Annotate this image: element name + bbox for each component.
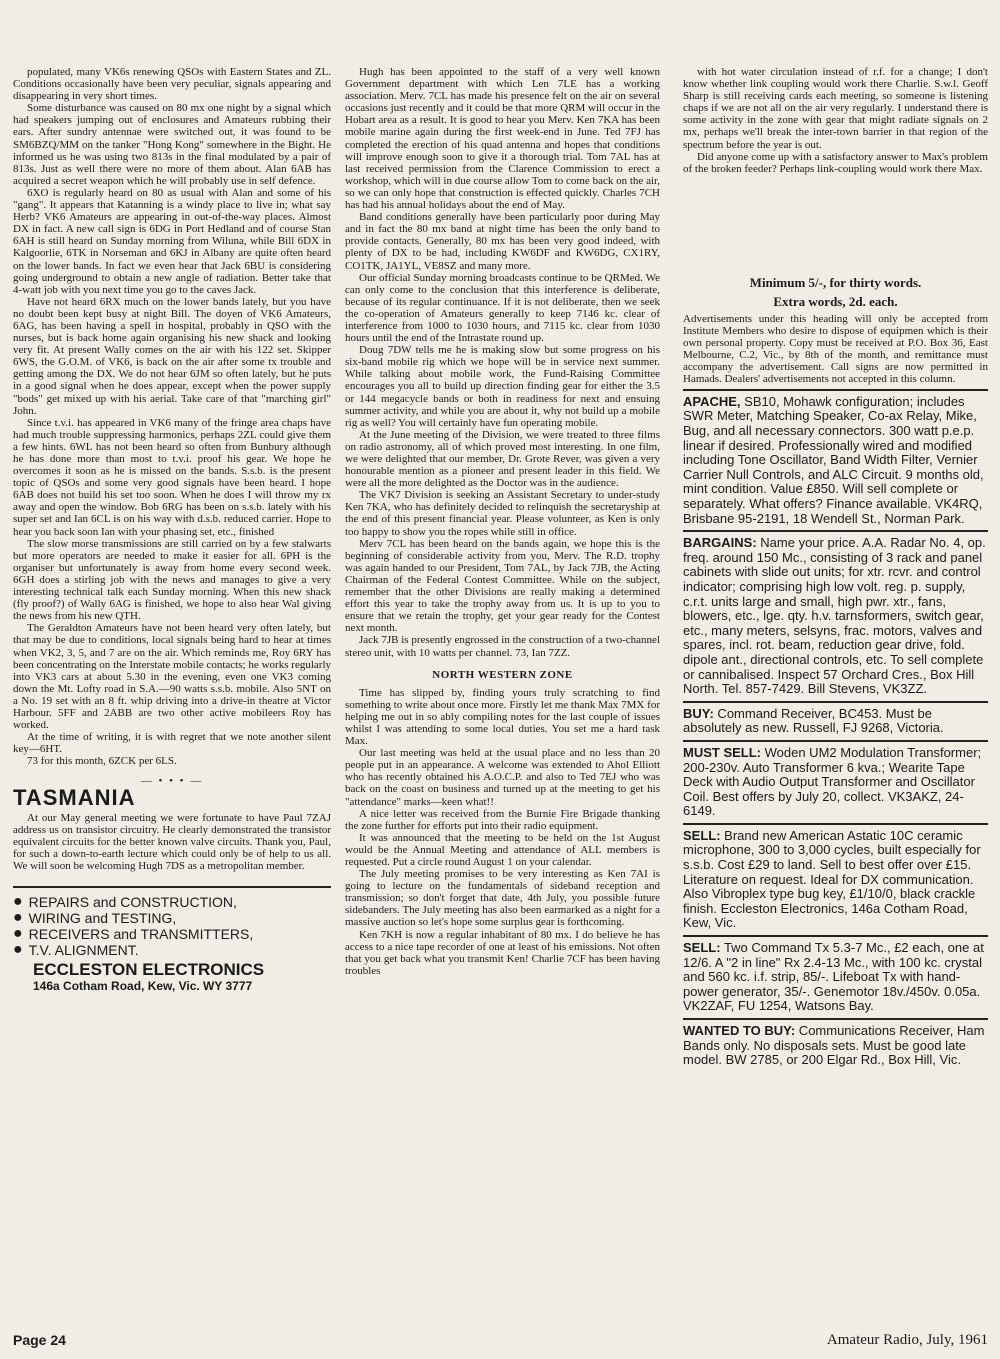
- article-paragraph: Jack 7JB is presently engrossed in the construction of a two-channel stereo unit, with 10 watts per channel. 73, Ian 7ZZ.: [345, 634, 660, 659]
- ad-service-label: REPAIRS and CONSTRUCTION,: [28, 894, 237, 911]
- article-paragraph: Doug 7DW tells me he is making slow but some progress on his six-band mobile rig which we hope will be in service next summer. While talking about mobile work, the Fund-Raising Committee encourages you all to build up direction finding gear for either the 3.5 or 144 megacycle bands or both in readiness for next and ensuing summer activity, and while you are about it, why not build up a mobile rig as well? You will certainly have fun operating mobile.: [345, 344, 660, 429]
- col2-body: [345, 66, 660, 659]
- col1-body: [13, 66, 331, 767]
- zone-paragraph: Time has slipped by, finding yours truly scratching to find something to write about once more. Firstly let me thank Max 7MX for helping me out in so ably compiling notes for the last couple of issues whilst I was attending to some local duties. You set me a hard task Max.: [345, 686, 660, 748]
- ad-service-item: [13, 910, 331, 926]
- classified-ad: [683, 1018, 988, 1068]
- column-1: [13, 66, 331, 994]
- column-2: [345, 66, 660, 977]
- section-separator: — • • • —: [140, 775, 204, 788]
- ad-heading: SELL:: [683, 827, 721, 843]
- article-paragraph: At the June meeting of the Division, we were treated to three films on radio astronomy, all of which proved most interesting. In one film, we were delighted that our member, Dr. Grote Rever, was given a very honourable mention as a pioneer and present leader in this field. We were all the more delighted as the Doctor was in the audience.: [345, 428, 660, 490]
- classified-ad: [683, 935, 988, 1014]
- col3-body: [683, 66, 988, 175]
- page-number: Page 24: [13, 1332, 66, 1348]
- magazine-issue: Amateur Radio, July, 1961: [826, 1332, 988, 1348]
- zone-body: [345, 687, 660, 977]
- article-paragraph: At the time of writing, it is with regret that we note another silent key—6HT.: [13, 731, 331, 756]
- article-paragraph: Have not heard 6RX much on the lower bands lately, but you have no doubt been kept busy at night Bill. The doyen of VK6 Amateurs, 6AG, has been having a spell in hospital, probably in QSO with the nurses, but is back home again organising his new shack and looking very fit. At present Wally comes on the air with his 122 set. Skipper 6WS, the G.O.M. of VK6, is back on the air after some tx trouble and getting among the DX. We do not hear 6JM so often lately, but he puts in a good signal when he does appear, except when the power supply "bods" get mixed up with his aerial. Take care of that "marching girl" John.: [13, 295, 331, 417]
- bullet-icon: ●: [13, 941, 23, 959]
- ad-service-label: WIRING and TESTING,: [28, 910, 177, 927]
- ad-heading: BUY:: [683, 705, 714, 721]
- article-paragraph: with hot water circulation instead of r.f. for a change; I don't know whether link coupling would work there Charlie. S.w.l. Geoff Sharp is still receiving cards each meeting, so someone is listening chaps if we are not all on the air very regularly. I understand there is some activity in the zone with gear that might radiate signals on 2 mx, perhaps we'll break the inter-town barrier in that region of the spectrum before the year is out.: [683, 66, 988, 151]
- zone-heading: NORTH WESTERN ZONE: [432, 668, 573, 681]
- bullet-icon: ●: [13, 893, 23, 911]
- ad-text: Brand new American Astatic 10C ceramic microphone, 300 to 3,000 cycles, built especially for s.s.b. Cost £29 to land. Sell to best offer over £15. Literature on request. Ideal for DX communication. Also Vibroplex type bug key, £1/10/0, black crackle finish. Eccleston Electronics, 146a Cotham Road, Kew, Vic.: [683, 827, 981, 931]
- eccleston-advertisement: [13, 886, 331, 994]
- ad-heading: APACHE,: [683, 393, 741, 409]
- hamads-heading-1: Minimum 5/-, for thirty words.: [749, 274, 922, 290]
- hamads-heading-2: Extra words, 2d. each.: [773, 293, 898, 309]
- article-paragraph: Hugh has been appointed to the staff of a very well known Government department with which Len 7LE has a working association. Merv. 7CL has made his presence felt on the air on several occasions just recently and it could be that more QRM will occur in the Hobart area as a result. It is good to hear you Merv. Ken 7KA has been mobile marine again during the first week-end in June. Ted 7FJ has completed the erection of his quad antenna and hopes that conditions will improve enough soon to give it a thorough trial. Tom 7AL has at last received permission from the Clarence Commission to erect a workshop, which will in due course allow Tom to come back on the air, so we can only hope that construction is effected quickly. Charles 7CH has had his annual holidays about the end of May.: [345, 66, 660, 212]
- classified-ad: [683, 740, 988, 819]
- article-paragraph: 73 for this month, 6ZCK per 6LS.: [27, 755, 177, 768]
- ad-text: Woden UM2 Modulation Transformer; 200-230v. Auto Transformer 6 kva.; Wearite Tape Deck with Audio Output Transformer and Oscillator Coil. Best offers by July 20, collect. VK3AKZ, 24-6149.: [683, 744, 982, 819]
- zone-paragraph: A nice letter was received from the Burnie Fire Brigade thanking the zone further for efforts put into their radio equipment.: [345, 807, 660, 832]
- article-paragraph: The VK7 Division is seeking an Assistant Secretary to under-study Ken 7KA, who has definitely decided to relinquish the secretaryship at the end of this present financial year. Please volunteer, as Ken is only too happy to show you the ropes while still in office.: [345, 489, 660, 538]
- article-paragraph: Merv 7CL has been heard on the bands again, we hope this is the beginning of considerable activity from you, Merv. The R.D. trophy was again handed to our President, Tom 7AL, by Jack 7JB, the Acting Chairman of the Federal Contest Committee. While on the subject, remember that the other Divisions are really making a determined effort this year to take the trophy away from us. It is up to you to ensure that we retain the trophy, get your gear ready for the Contest next month.: [345, 537, 660, 635]
- bullet-icon: ●: [13, 925, 23, 943]
- hamads-intro: Advertisements under this heading will only be accepted from Institute Members who desire to dispose of equipmen which is their own personal property. Copy must be received at P.O. Box 36, East Melbourne, C.2, Vic., by 8th of the month, and remittance must accompany the advertisement. Call signs are now permitted in Hamads. Dealers' advertisements not accepted in this column.: [683, 312, 988, 385]
- ad-text: Command Receiver, BC453. Must be absolutely as new. Russell, FJ 9268, Victoria.: [683, 705, 944, 736]
- ad-company-name: ECCLESTON ELECTRONICS: [33, 960, 265, 980]
- ad-heading: SELL:: [683, 940, 721, 956]
- classified-ad: [683, 823, 988, 931]
- article-paragraph: The Geraldton Amateurs have not been heard very often lately, but that may be due to conditions, local signals being hard to hear at times when VK2, 3, 5, and 7 are on the air. Which reminds me, Roy 6RY has been concentrating on the Interstate mobile contacts; he works regularly into VK3 cars at about 5.30 in the evening, even one VK3 coming down the Mt. Lofty road in S.A.—90 watts s.s.b. mobile. Also 5NT on a No. 19 set with an 8 ft. whip driving into a drive-in theatre at Victor Harbour. 5FF and 2ABB are two other active mobileers Roy has worked.: [13, 622, 331, 732]
- hamads-list: [683, 389, 988, 1068]
- zone-paragraph: Ken 7KH is now a regular inhabitant of 80 mx. I do believe he has access to a nice tape recorder of one at least of his emissions. Not often that you get back what you transmit Ken! Charlie 7CF has been having troubles: [345, 928, 660, 977]
- ad-service-item: [13, 894, 331, 910]
- article-paragraph: The slow morse transmissions are still carried on by a few stalwarts but more operators are needed to make it easier for all. 6PH is the organiser but unfortunately is away from home every second week. 6GH does a stirling job with the news and manages to give a very interesting technical talk each Sunday morning. When this new shack (fly proof?) of Wally 6AG is finished, we hope to also hear Wal giving the news from his new QTH.: [13, 537, 331, 623]
- zone-paragraph: The July meeting promises to be very interesting as Ken 7AI is going to lecture on the fundamentals of sideband reception and transmission; so don't forget that date, 4th July, you possible future sidebanders. The July meeting has also been earmarked as a night for a massive auction so let's hope some surplus gear is forthcoming.: [345, 868, 660, 929]
- ad-text: SB10, Mohawk configuration; includes SWR Meter, Matching Speaker, Co-ax Relay, Mike, Bug, and all necessary connectors. 300 watt p.e.p. linear if desired. Professionally wired and modified including Tone Oscillator, Band Width Filter, Vernier Carrier Null Controls, and ALC Circuit. 9 months old, mint condition. Value £850. Will sell complete or separately. What offers? Finance available. VK4RQ, Brisbane 95-2191, 18 Wendell St., Norman Park.: [683, 393, 984, 526]
- ad-service-list: [13, 894, 331, 958]
- ad-service-label: RECEIVERS and TRANSMITTERS,: [28, 926, 254, 943]
- ad-service-item: [13, 926, 331, 942]
- ad-service-label: T.V. ALIGNMENT.: [28, 942, 139, 959]
- classified-ad: [683, 701, 988, 736]
- ad-heading: BARGAINS:: [683, 535, 757, 551]
- article-paragraph: Our official Sunday morning broadcasts continue to be QRMed. We can only come to the conclusion that this interference is deliberate, because of its regular continuance. If it is not deliberate, then we seek the co-operation of Amateurs generally to keep 7146 kc. clear of interference from 1000 to 1030 hours, and 7115 kc. clear from 1030 hours until the end of the Intrastate round up.: [345, 271, 660, 345]
- ad-text: Two Command Tx 5.3-7 Mc., £2 each, one at 12/6. A "2 in line" Rx 2.4-13 Mc., with 100 kc. crystal and 560 kc. i.f. strip, 85/-. Lifeboat Tx with hand-power generator, 35/-. Genemotor 18v./450v. 0.05a. VK2ZAF, FU 1254, Watsons Bay.: [683, 940, 984, 1014]
- classified-ad: [683, 530, 988, 697]
- bullet-icon: ●: [13, 909, 23, 927]
- zone-paragraph: Our last meeting was held at the usual place and no less than 20 people put in an appearance. A welcome was extended to Ahol Elliott who has recently obtained his A.O.C.P. and also to Ted 7EJ who was back on the coast on business and turned up at the meeting to get his "attendance" marks—keen what!!: [345, 747, 660, 808]
- article-paragraph: Since t.v.i. has appeared in VK6 many of the fringe area chaps have had much trouble suppressing harmonics, perhaps 2ZL could give them a few hints. 6WL has not been heard so often from Bunbury although he has done more than most to t.v.i. proof his gear. We hope he overcomes it soon as he is missed on the bands. S.s.b. is the present topic of QSOs and some very good signals have been heard. I hope 6AB does not build his set too soon. When he does I will throw my rx away and open the window. Bob 6RG has been on s.s.b. lately with his super set and Ian 6CL is on his way with d.s.b. reduced carrier. Hope to hear you back soon Ian with your phasing set, etc., finished: [13, 416, 331, 538]
- tasmania-paragraph: At our May general meeting we were fortunate to have Paul 7ZAJ address us on transistor circuitry. He clearly demonstrated the transistor equivalent circuits for the better known valve circuits. Thank you, Paul, for such a down-to-earth lecture which could only be of help to us all. We will soon be welcoming Hugh 7DS as a metropolitan member.: [13, 811, 331, 872]
- classified-ad: [683, 389, 988, 526]
- zone-paragraph: It was announced that the meeting to be held on the 1st August would be the Annual Meeting and attendance of ALL members is requested. Put a circle round August 1 on your calendar.: [345, 831, 660, 868]
- ad-service-item: [13, 942, 331, 958]
- ad-text: Name your price. A.A. Radar No. 4, op. freq. around 150 Mc., consisting of 3 rack and panel cabinets with slide out units; for xtr. rcvr. and control indicator; comprising high low volt. reg. p. supply, c.r.t. units large and small, high pwr. xtr., fans, blowers, etc., lge. qty. h.v. tarnsformers, switch gear, etc., many meters, selsyns, frac. motors, valves and spares, incl. rot. beam, reduction gear drive, fold. dipole ant., directional controls, etc. To sell complete or cannibalised. Inspect 57 Orchard Cres., Box Hill North. Tel. 857-7429. Bill Stevens, VK3ZZ.: [683, 535, 986, 697]
- article-paragraph: Band conditions generally have been particularly poor during May and in fact the 80 mx band at night time has been the only band to provide contacts. Generally, 80 mx has been very good indeed, with plenty of DX to be had, including KW6DF and KW6DG, CX1RY, CO1TK, JA1YL, VE8SZ and many more.: [345, 211, 660, 272]
- ad-heading: WANTED TO BUY:: [683, 1023, 796, 1038]
- ad-heading: MUST SELL:: [683, 744, 761, 760]
- ad-company-address: 146a Cotham Road, Kew, Vic. WY 3777: [33, 979, 253, 994]
- article-paragraph: 6XO is regularly heard on 80 as usual with Alan and some of his "gang". It appears that Katanning is a windy place to live in; what say Herb? VK6 Amateurs are appearing in out-of-the-way places. Almost DX in fact. A new call sign is 6DG in Port Hedland and of course Stan 6AH is still heard on Sunday morning from Wiluna, while Bill 6DX in Kalgoorlie, 6TK in Norseman and 6KJ in Albany are quite often heard on the lower bands. In fact we even hear that Jack 6BU is considering going underground to obtain a new angle of radiation. Better take that 4-watt job with you next time you go to the caves Jack.: [13, 186, 331, 296]
- ad-text: Communications Receiver, Ham Bands only. No disposals sets. Must be good late model. BW 2785, or 200 Elgar Rd., Box Hill, Vic.: [683, 1023, 985, 1068]
- article-paragraph: populated, many VK6s renewing QSOs with Eastern States and ZL. Conditions occasionally have been very peculiar, signals appearing and disappearing in very short times.: [13, 66, 331, 103]
- column-3: [683, 66, 988, 1068]
- tasmania-heading: TASMANIA: [13, 784, 136, 810]
- article-paragraph: Some disturbance was caused on 80 mx one night by a signal which had speakers jumping out of enclosures and Amateurs rubbing their ears. After sundry antennae were switched out, it was found to be SM6BZQ/MM on the tanker "Hong Kong" somewhere in the Bight. He informed us he was using two 813s in the final modulated by a pair of 813s. Just as well there were no more of them about. Alan 6AB has acquired a secret weapon which he will probably use in self defence.: [13, 102, 331, 187]
- article-paragraph: Did anyone come up with a satisfactory answer to Max's problem of the broken feeder? Perhaps link-coupling would work there Max.: [683, 150, 988, 175]
